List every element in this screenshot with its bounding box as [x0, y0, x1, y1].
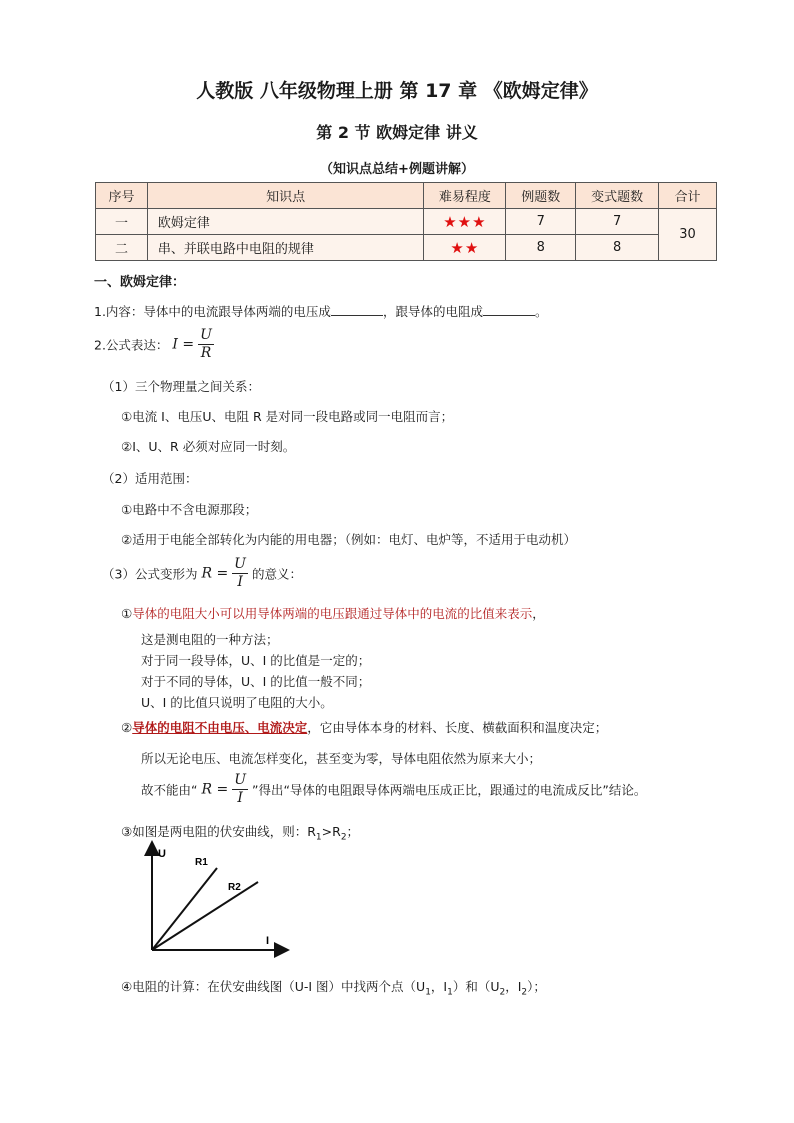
y-axis-label: U: [158, 848, 166, 860]
point-title: 的意义：: [251, 566, 302, 582]
knowledge-table: [95, 182, 717, 261]
subscript: 1: [425, 987, 431, 998]
point-title: （2）适用范围：: [102, 471, 198, 486]
row-variants: 8: [576, 235, 659, 261]
content-text: ）；: [527, 979, 546, 994]
formula-lhs: R =: [201, 565, 229, 582]
r2-label: R2: [228, 882, 241, 893]
r1-label: R1: [195, 857, 208, 868]
header-cell: 变式题数: [576, 183, 659, 209]
section-heading: 一、欧姆定律：: [94, 275, 186, 290]
header-cell: 序号: [96, 183, 148, 209]
content-text: ”得出“导体的电阻跟导体两端电压成正比，跟通过的电流成反比”结论。: [251, 782, 647, 798]
header-cell: 难易程度: [424, 183, 506, 209]
content-text: >R: [321, 824, 341, 839]
fraction-denominator: I: [237, 574, 243, 590]
formula-fraction: [232, 772, 248, 807]
formula-label: 2.公式表达：: [94, 337, 169, 353]
r1-line: [152, 868, 217, 950]
row-examples: 7: [506, 209, 576, 235]
fraction-numerator: U: [234, 772, 246, 788]
formula-lhs: R =: [201, 781, 229, 798]
table-row: [96, 235, 717, 261]
content-text: ，I: [505, 979, 522, 994]
content-text: ，它由导体本身的材料、长度、横截面积和温度决定；: [307, 720, 608, 735]
row-number: 一: [96, 209, 148, 235]
highlighted-text: 导体的电阻大小可以用导体两端的电压跟通过导体中的电流的比值来表示: [132, 606, 533, 621]
table-header-row: [96, 183, 717, 209]
meaning-line-4: [121, 977, 546, 998]
total-cell: 30: [659, 209, 717, 261]
point-item: ①电路中不含电源那段；: [121, 502, 258, 517]
header-cell: 合计: [659, 183, 717, 209]
formula-fraction: [232, 556, 248, 591]
x-axis-label: I: [266, 935, 270, 947]
meaning-line-2: [121, 718, 607, 736]
content-text: ④电阻的计算：在伏安曲线图（U-I 图）中找两个点（U: [121, 979, 426, 994]
formula-line: [94, 327, 214, 362]
point-title: （3）公式变形为: [102, 566, 198, 582]
header-cell: 例题数: [506, 183, 576, 209]
subscript: 2: [499, 987, 506, 998]
r2-line: [152, 882, 258, 950]
header-cell: 知识点: [147, 183, 424, 209]
content-text: ③如图是两电阻的伏安曲线，则：R: [121, 824, 316, 839]
row-topic: 欧姆定律: [147, 209, 424, 235]
fraction-denominator: R: [200, 345, 212, 361]
highlighted-text: 导体的电阻不由电压、电流决定: [132, 720, 308, 735]
formula-fraction: [198, 327, 214, 362]
point-item: ②适用于电能全部转化为内能的用电器；（例如：电灯、电炉等，不适用于电动机）: [121, 532, 576, 547]
table-row: [96, 209, 717, 235]
subtitle-note: （知识点总结+例题讲解）: [320, 162, 474, 177]
circled-number: ②: [121, 720, 133, 735]
detail-line: U、I 的比值只说明了电阻的大小。: [141, 695, 333, 710]
formula-lhs: I =: [172, 336, 195, 353]
subscript: 1: [447, 987, 453, 998]
content-text: 故不能由“: [141, 782, 198, 798]
row-variants: 7: [576, 209, 659, 235]
content-text: ）和（U: [452, 979, 500, 994]
meaning-line-1: [121, 604, 545, 622]
difficulty-stars: ★★: [424, 235, 506, 261]
section-subtitle: 第 2 节 欧姆定律 讲义: [316, 123, 478, 142]
content-text: ，: [532, 606, 545, 621]
fraction-numerator: U: [234, 556, 246, 572]
detail-line: 对于同一段导体，U、I 的比值是一定的；: [141, 653, 371, 668]
content-text: 。: [534, 304, 548, 319]
fraction-denominator: I: [237, 790, 243, 806]
fill-blank[interactable]: [331, 303, 383, 316]
content-text: ，I: [430, 979, 448, 994]
subscript: 2: [340, 832, 347, 843]
subscript: 2: [521, 987, 528, 998]
row-examples: 8: [506, 235, 576, 261]
point-title: （1）三个物理量之间关系：: [102, 379, 260, 394]
point-item: ①电流 I、电压U、电阻 R 是对同一段电路或同一电阻而言；: [121, 409, 454, 424]
row-number: 二: [96, 235, 148, 261]
page-title: 人教版 八年级物理上册 第 17 章 《欧姆定律》: [196, 80, 598, 102]
content-text: ，跟导体的电阻成: [382, 304, 483, 319]
detail-line-formula: [141, 772, 646, 807]
content-text: 1.内容：导体中的电流跟导体两端的电压成: [94, 304, 331, 319]
point-title-formula: [102, 556, 302, 591]
fraction-numerator: U: [200, 327, 212, 343]
circled-number: ①: [121, 606, 133, 621]
detail-line: 所以无论电压、电流怎样变化，甚至变为零，导体电阻依然为原来大小；: [141, 751, 542, 766]
content-text: ；: [346, 824, 360, 839]
subscript: 1: [315, 832, 322, 843]
detail-line: 这是测电阻的一种方法；: [141, 632, 279, 647]
detail-line: 对于不同的导体，U、I 的比值一般不同；: [141, 674, 371, 689]
volt-ampere-graph: [140, 840, 290, 960]
point-item: ②I、U、R 必须对应同一时刻。: [121, 439, 296, 454]
difficulty-stars: ★★★: [424, 209, 506, 235]
content-line: [94, 302, 547, 320]
row-topic: 串、并联电路中电阻的规律: [147, 235, 424, 261]
fill-blank[interactable]: [483, 303, 535, 316]
